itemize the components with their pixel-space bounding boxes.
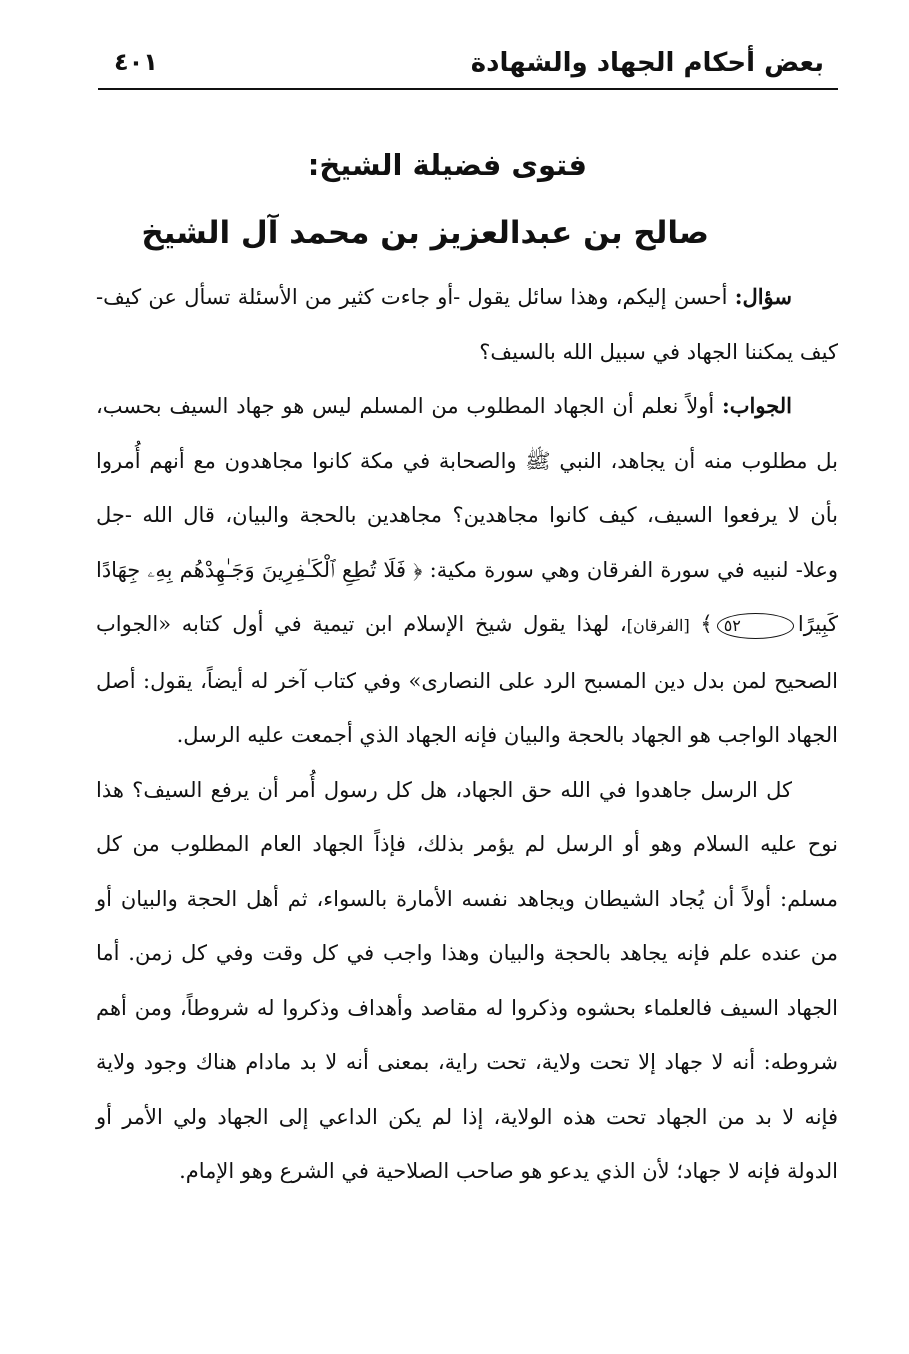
page-header bbox=[98, 44, 838, 90]
question-label: سؤال: bbox=[734, 284, 792, 309]
question-text: أحسن إليكم، وهذا سائل يقول -أو جاءت كثير من الأسئلة تسأل عن كيف- كيف يمكننا الجهاد في سبيل الله بالسيف؟ bbox=[96, 285, 838, 364]
answer-text-after-verse: ، لهذا يقول شيخ الإسلام ابن تيمية في أول كتابه «الجواب الصحيح لمن بدل دين المسبح الرد على النصارى» وفي كتاب آخر له أيضاً، يقول: أصل الجهاد الواجب هو الجهاد بالحجة والبيان فإنه الجهاد الذي أجمعت عليه الرسل. bbox=[96, 612, 838, 747]
header-rule bbox=[98, 88, 838, 90]
running-title: بعض أحكام الجهاد والشهادة bbox=[470, 48, 824, 78]
second-paragraph bbox=[96, 763, 838, 1199]
answer-text-before-verse: أولاً نعلم أن الجهاد المطلوب من المسلم ليس هو جهاد السيف بحسب، بل مطلوب منه أن يجاهد، النبي ﷺ والصحابة في مكة كانوا مجاهدون مع أنهم أُمروا بأن لا يرفعوا السيف، كيف كانوا مجاهدين؟ مجاهدين بالحجة والبيان، قال الله -جل وعلا- لنبيه في سورة الفرقان وهي سورة مكية: bbox=[96, 394, 838, 582]
body-text bbox=[96, 270, 838, 1199]
fatwa-heading: فتوى فضيلة الشيخ: bbox=[307, 148, 587, 182]
verse-number-marker: ٥٢ bbox=[717, 613, 794, 639]
answer-label: الجواب: bbox=[722, 393, 792, 418]
quran-verse: ﴿ فَلَا تُطِعِ ٱلْكَـٰفِرِينَ وَجَـٰهِدْهُم بِهِۦ جِهَادًا كَبِيرًا bbox=[96, 557, 838, 636]
surah-reference: [الفرقان] bbox=[626, 616, 690, 635]
page-number: ٤٠١ bbox=[114, 48, 158, 76]
question-paragraph bbox=[96, 270, 838, 379]
answer-paragraph bbox=[96, 379, 838, 763]
verse-close-bracket: ﴾ bbox=[700, 612, 713, 636]
sheikh-name-heading: صالح بن عبدالعزيز بن محمد آل الشيخ bbox=[141, 215, 709, 251]
second-paragraph-text: كل الرسل جاهدوا في الله حق الجهاد، هل كل رسول أُمر أن يرفع السيف؟ هذا نوح عليه السلام وهو أو الرسل لم يؤمر بذلك، فإذاً الجهاد العام المطلوب من كل مسلم: أولاً أن يُجاد الشيطان ويجاهد نفسه الأمارة بالسواء، ثم أهل الحجة والبيان أو من عنده علم فإنه يجاهد بالحجة والبيان وهذا واجب في كل وقت وفي كل زمن. أما الجهاد السيف فالعلماء بحشوه وذكروا له مقاصد وأهداف وذكروا له شروطاً، ومن أهم شروطه: أنه لا جهاد إلا تحت ولاية، تحت راية، بمعنى أنه لا بد مادام هناك وجود ولاية فإنه لا بد من الجهاد تحت هذه الولاية، إذا لم يكن الداعي إلى الجهاد ولي الأمر أو الدولة فإنه لا جهاد؛ لأن الذي يدعو هو صاحب الصلاحية في الشرع وهو الإمام. bbox=[96, 777, 838, 1183]
